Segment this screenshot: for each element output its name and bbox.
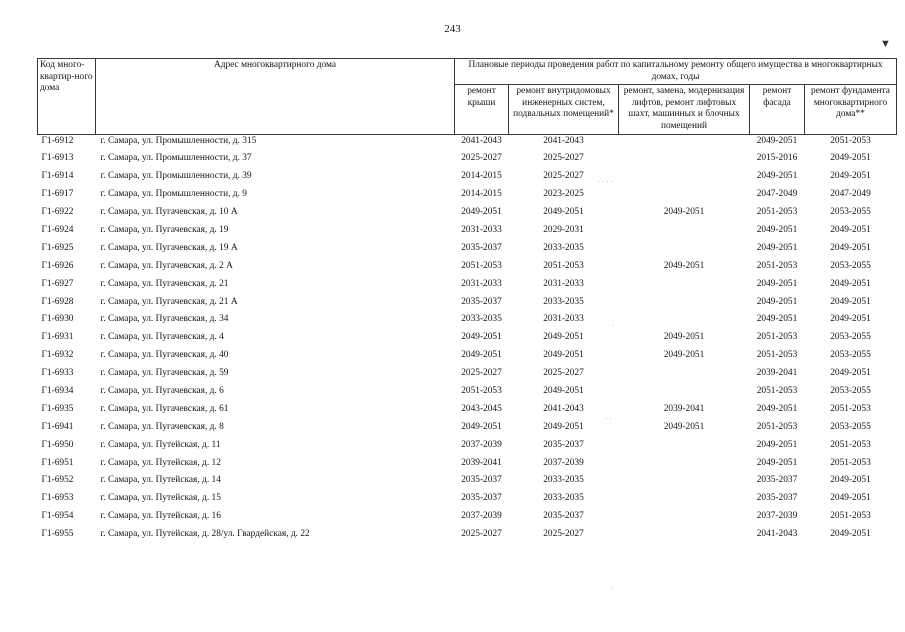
cell-code: Г1-6913 [41, 153, 74, 164]
cell-code: Г1-6954 [41, 511, 74, 522]
cell-code: Г1-6926 [41, 260, 74, 271]
table-body [38, 134, 897, 547]
cell-facade: 2049-2051 [756, 278, 798, 289]
table-row [38, 458, 897, 476]
cell-address: г. Самара, ул. Пугачевская, д. 19 А [100, 242, 238, 253]
cell-roof: 2035-2037 [461, 493, 502, 504]
cell-foundation: 2051-2053 [830, 511, 871, 522]
cell-code: Г1-6922 [41, 207, 74, 218]
table-row [38, 243, 897, 261]
cell-systems: 2025-2027 [543, 171, 584, 182]
cell-code: Г1-6931 [41, 332, 74, 343]
cell-code: Г1-6953 [41, 493, 74, 504]
cell-facade: 2051-2053 [756, 207, 798, 218]
cell-systems: 2031-2033 [543, 278, 584, 289]
header-lifts: ремонт, замена, модернизация лифтов, ремонт лифтовых шахт, машинных и блочных помещений [619, 85, 750, 134]
cell-lifts [619, 458, 750, 476]
table-row [38, 350, 897, 368]
cell-address: г. Самара, ул. Пугачевская, д. 8 [100, 421, 224, 432]
cell-code: Г1-6941 [41, 421, 74, 432]
cell-roof: 2025-2027 [461, 153, 502, 164]
cell-facade: 2049-2051 [756, 242, 798, 253]
cell-systems: 2041-2043 [543, 135, 584, 146]
cell-facade: 2039-2041 [756, 368, 798, 379]
cell-address: г. Самара, ул. Пугачевская, д. 40 [100, 350, 229, 361]
cell-facade: 2041-2043 [756, 529, 798, 540]
cell-facade: 2049-2051 [756, 314, 798, 325]
cell-facade: 2051-2053 [756, 332, 798, 343]
cell-lifts [619, 386, 750, 404]
cell-foundation: 2053-2055 [830, 207, 871, 218]
cell-lifts: 2049-2051 [663, 207, 705, 218]
table-row [38, 332, 897, 350]
header-systems: ремонт внутридомовых инженерных систем, подвальных помещений* [509, 85, 619, 134]
cell-roof: 2035-2037 [461, 296, 502, 307]
cell-address: г. Самара, ул. Путейская, д. 15 [100, 493, 221, 504]
table-row [38, 314, 897, 332]
scan-speck: · · [605, 415, 612, 423]
header-facade: ремонт фасада [750, 85, 805, 134]
cell-roof: 2037-2039 [461, 439, 502, 450]
cell-code: Г1-6925 [41, 242, 74, 253]
cell-roof: 2031-2033 [461, 225, 502, 236]
cell-lifts [619, 134, 750, 153]
cell-address: г. Самара, ул. Путейская, д. 12 [100, 457, 221, 468]
table-row [38, 368, 897, 386]
cell-systems: 2033-2035 [543, 242, 584, 253]
cell-lifts [619, 511, 750, 529]
cell-foundation: 2051-2053 [830, 457, 871, 468]
cell-systems: 2049-2051 [543, 332, 584, 343]
cell-foundation: 2049-2051 [830, 314, 871, 325]
cell-foundation: 2051-2053 [830, 403, 871, 414]
cell-facade: 2035-2037 [756, 493, 798, 504]
cell-systems: 2035-2037 [543, 439, 584, 450]
table-row [38, 207, 897, 225]
cell-foundation: 2049-2051 [830, 278, 871, 289]
cell-address: г. Самара, ул. Промышленности, д. 315 [100, 135, 257, 146]
cell-lifts [619, 297, 750, 315]
cell-systems: 2035-2037 [543, 511, 584, 522]
cell-roof: 2043-2045 [461, 403, 502, 414]
table-row [38, 171, 897, 189]
cell-roof: 2014-2015 [461, 189, 502, 200]
cell-code: Г1-6935 [41, 403, 74, 414]
table-row [38, 404, 897, 422]
scan-speck: · [612, 322, 615, 330]
table-header-row [38, 59, 897, 85]
cell-roof: 2035-2037 [461, 475, 502, 486]
cell-code: Г1-6928 [41, 296, 74, 307]
corner-mark: ▼ [880, 38, 891, 50]
header-roof: ремонт крыши [455, 85, 509, 134]
cell-address: г. Самара, ул. Пугачевская, д. 59 [100, 368, 229, 379]
cell-lifts: 2049-2051 [663, 332, 705, 343]
cell-address: г. Самара, ул. Пугачевская, д. 21 [100, 278, 229, 289]
cell-lifts: 2049-2051 [663, 350, 705, 361]
cell-address: г. Самара, ул. Промышленности, д. 9 [100, 189, 247, 200]
cell-systems: 2049-2051 [543, 350, 584, 361]
cell-foundation: 2049-2051 [830, 493, 871, 504]
table-row [38, 297, 897, 315]
cell-roof: 2049-2051 [461, 332, 502, 343]
cell-facade: 2015-2016 [756, 153, 798, 164]
header-code: Код много-квартир-ного дома [38, 59, 96, 135]
cell-facade: 2051-2053 [756, 386, 798, 397]
cell-foundation: 2053-2055 [830, 421, 871, 432]
cell-foundation: 2053-2055 [830, 332, 871, 343]
cell-facade: 2049-2051 [756, 439, 798, 450]
cell-systems: 2049-2051 [543, 421, 584, 432]
header-foundation: ремонт фундамента многоквартирного дома** [805, 85, 897, 134]
cell-code: Г1-6934 [41, 386, 74, 397]
table-row [38, 422, 897, 440]
table-row [38, 386, 897, 404]
cell-roof: 2033-2035 [461, 314, 502, 325]
cell-roof: 2049-2051 [461, 207, 502, 218]
cell-roof: 2035-2037 [461, 242, 502, 253]
cell-roof: 2031-2033 [461, 278, 502, 289]
cell-lifts [619, 153, 750, 171]
cell-foundation: 2053-2055 [830, 386, 871, 397]
cell-foundation: 2051-2053 [830, 439, 871, 450]
table-row [38, 225, 897, 243]
cell-systems: 2031-2033 [543, 314, 584, 325]
cell-code: Г1-6917 [41, 189, 74, 200]
page-number: 243 [444, 23, 461, 35]
cell-systems: 2037-2039 [543, 457, 584, 468]
table-row [38, 153, 897, 171]
cell-address: г. Самара, ул. Путейская, д. 28/ул. Гвардейская, д. 22 [100, 529, 310, 540]
cell-systems: 2033-2035 [543, 493, 584, 504]
cell-roof: 2025-2027 [461, 529, 502, 540]
cell-roof: 2039-2041 [461, 457, 502, 468]
capital-repair-table [37, 58, 897, 547]
table-row [38, 134, 897, 153]
cell-code: Г1-6933 [41, 368, 74, 379]
cell-roof: 2041-2043 [461, 135, 502, 146]
header-periods: Плановые периоды проведения работ по капитальному ремонту общего имущества в многоквартирных домах, годы [455, 59, 897, 85]
cell-facade: 2051-2053 [756, 260, 798, 271]
cell-roof: 2025-2027 [461, 368, 502, 379]
cell-address: г. Самара, ул. Путейская, д. 11 [100, 439, 221, 450]
header-address: Адрес многоквартирного дома [96, 59, 455, 135]
table-row [38, 529, 897, 547]
cell-address: г. Самара, ул. Пугачевская, д. 4 [100, 332, 224, 343]
table-row [38, 511, 897, 529]
table-row [38, 475, 897, 493]
cell-facade: 2049-2051 [756, 457, 798, 468]
scan-speck: · · · · [598, 178, 613, 186]
cell-lifts: 2049-2051 [663, 421, 705, 432]
cell-lifts: 2039-2041 [663, 403, 705, 414]
table-row [38, 279, 897, 297]
cell-lifts: 2049-2051 [663, 260, 705, 271]
cell-address: г. Самара, ул. Пугачевская, д. 61 [100, 403, 229, 414]
cell-systems: 2049-2051 [543, 386, 584, 397]
cell-roof: 2014-2015 [461, 171, 502, 182]
cell-lifts [619, 225, 750, 243]
cell-facade: 2051-2053 [756, 421, 798, 432]
cell-code: Г1-6932 [41, 350, 74, 361]
cell-lifts [619, 171, 750, 189]
cell-code: Г1-6930 [41, 314, 74, 325]
table-row [38, 493, 897, 511]
cell-code: Г1-6950 [41, 439, 74, 450]
cell-systems: 2023-2025 [543, 189, 584, 200]
cell-roof: 2037-2039 [461, 511, 502, 522]
cell-lifts [619, 243, 750, 261]
cell-facade: 2049-2051 [756, 296, 798, 307]
cell-code: Г1-6912 [41, 135, 74, 146]
cell-lifts [619, 279, 750, 297]
cell-systems: 2051-2053 [543, 260, 584, 271]
cell-foundation: 2051-2053 [830, 135, 871, 146]
cell-systems: 2041-2043 [543, 403, 584, 414]
table-row [38, 189, 897, 207]
cell-code: Г1-6924 [41, 225, 74, 236]
cell-address: г. Самара, ул. Путейская, д. 16 [100, 511, 221, 522]
cell-facade: 2049-2051 [756, 403, 798, 414]
cell-systems: 2033-2035 [543, 296, 584, 307]
cell-systems: 2049-2051 [543, 207, 584, 218]
cell-lifts [619, 493, 750, 511]
cell-foundation: 2049-2051 [830, 368, 871, 379]
cell-foundation: 2049-2051 [830, 153, 871, 164]
cell-lifts [619, 529, 750, 547]
cell-address: г. Самара, ул. Пугачевская, д. 6 [100, 386, 224, 397]
cell-facade: 2049-2051 [756, 225, 798, 236]
cell-code: Г1-6952 [41, 475, 74, 486]
cell-code: Г1-6951 [41, 457, 74, 468]
cell-foundation: 2049-2051 [830, 242, 871, 253]
cell-address: г. Самара, ул. Промышленности, д. 39 [100, 171, 252, 182]
cell-code: Г1-6914 [41, 171, 74, 182]
cell-systems: 2033-2035 [543, 475, 584, 486]
cell-address: г. Самара, ул. Пугачевская, д. 19 [100, 225, 229, 236]
cell-address: г. Самара, ул. Промышленности, д. 37 [100, 153, 252, 164]
cell-systems: 2025-2027 [543, 368, 584, 379]
cell-facade: 2051-2053 [756, 350, 798, 361]
cell-roof: 2051-2053 [461, 260, 502, 271]
cell-address: г. Самара, ул. Пугачевская, д. 2 А [100, 260, 233, 271]
cell-lifts [619, 189, 750, 207]
cell-foundation: 2049-2051 [830, 529, 871, 540]
cell-address: г. Самара, ул. Пугачевская, д. 21 А [100, 296, 238, 307]
cell-foundation: 2047-2049 [830, 189, 871, 200]
cell-systems: 2025-2027 [543, 529, 584, 540]
cell-address: г. Самара, ул. Путейская, д. 14 [100, 475, 221, 486]
cell-roof: 2051-2053 [461, 386, 502, 397]
cell-facade: 2049-2051 [756, 171, 798, 182]
cell-foundation: 2053-2055 [830, 350, 871, 361]
cell-facade: 2035-2037 [756, 475, 798, 486]
cell-foundation: 2049-2051 [830, 225, 871, 236]
cell-foundation: 2049-2051 [830, 171, 871, 182]
cell-foundation: 2053-2055 [830, 260, 871, 271]
cell-facade: 2037-2039 [756, 511, 798, 522]
cell-lifts [619, 368, 750, 386]
cell-roof: 2049-2051 [461, 350, 502, 361]
scan-speck: · [610, 585, 613, 593]
cell-address: г. Самара, ул. Пугачевская, д. 10 А [100, 207, 238, 218]
table-row [38, 261, 897, 279]
cell-foundation: 2049-2051 [830, 475, 871, 486]
cell-lifts [619, 440, 750, 458]
table-row [38, 440, 897, 458]
cell-code: Г1-6927 [41, 278, 74, 289]
cell-facade: 2049-2051 [756, 135, 798, 146]
cell-systems: 2025-2027 [543, 153, 584, 164]
cell-lifts [619, 314, 750, 332]
cell-lifts [619, 475, 750, 493]
cell-roof: 2049-2051 [461, 421, 502, 432]
cell-systems: 2029-2031 [543, 225, 584, 236]
cell-address: г. Самара, ул. Пугачевская, д. 34 [100, 314, 229, 325]
cell-facade: 2047-2049 [756, 189, 798, 200]
cell-code: Г1-6955 [41, 529, 74, 540]
cell-foundation: 2049-2051 [830, 296, 871, 307]
